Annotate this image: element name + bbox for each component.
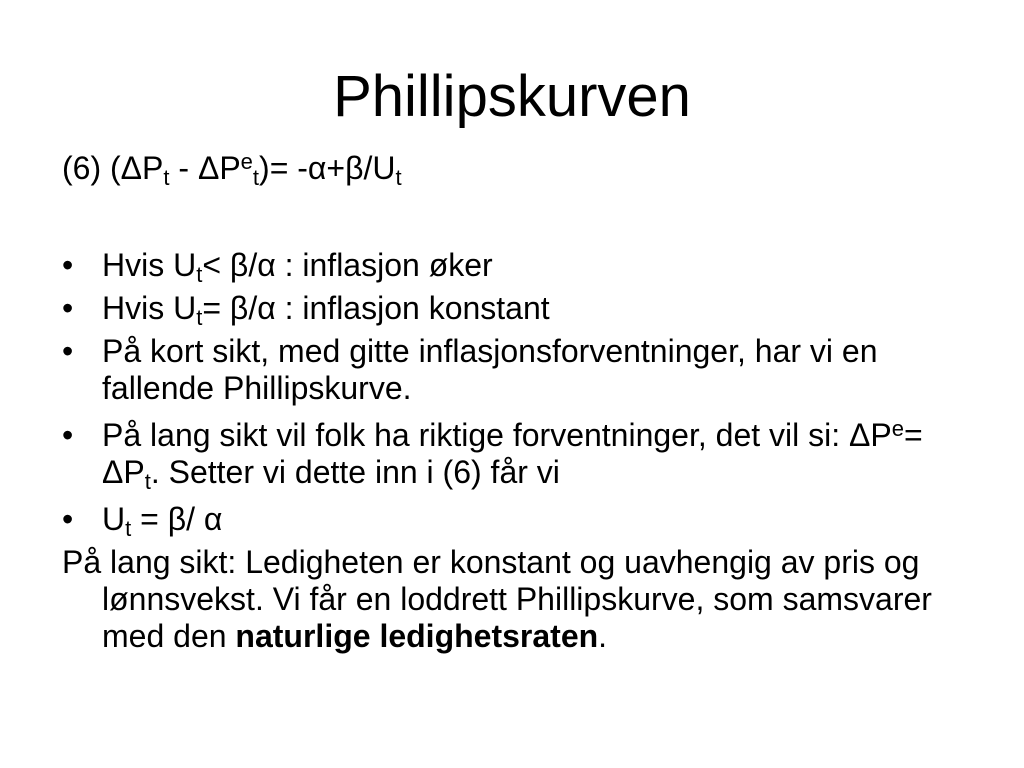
bullet-icon: • [62,247,74,283]
spacer [62,187,962,247]
bullet-item [62,333,962,407]
bullet-icon: • [62,333,74,369]
bullet-text: På lang sikt vil folk ha riktige forventninger, det vil si: ΔP [102,417,892,453]
equation-subscript: t [163,165,170,190]
bullet-icon: • [62,417,74,453]
bullet-icon: • [62,290,74,326]
bullet-text: Hvis U [102,247,197,283]
conclusion-emphasis: naturlige ledighetsraten [235,618,599,654]
bullet-item [62,416,962,494]
bullet-text: < β/α : inflasjon øker [202,247,493,283]
equation-subscript: t [252,165,260,190]
bullet-subscript: t [196,262,203,287]
bullet-text: = β/α : inflasjon konstant [202,290,550,326]
bullet-text: U [102,501,126,537]
bullet-text: = β/ α [131,501,223,537]
conclusion-text: På lang sikt: Ledigheten er konstant og uavhengig av pris og lønnsvekst. Vi får en loddrett Phillipskurve, som samsvarer med den [62,544,932,654]
bullet-text: På kort sikt, med gitte inflasjonsforventninger, har vi en fallende Phillipskurve. [102,333,878,406]
equation-part: (6) (ΔP [62,150,164,186]
bullet-text: . Setter vi dette inn i (6) får vi [150,454,560,490]
bullet-subscript: t [144,469,151,494]
bullet-text: Hvis U [102,290,197,326]
conclusion-end: . [598,618,608,654]
bullet-superscript: e [891,416,904,441]
slide-body [62,150,962,655]
bullet-subscript: t [196,305,203,330]
bullet-item [62,501,962,541]
equation-line [62,149,962,190]
conclusion-paragraph [62,544,962,655]
equation-part: )= -α+β/U [259,150,396,186]
bullet-list [62,247,962,541]
bullet-subscript: t [125,516,132,541]
bullet-text: = ΔP [102,417,923,490]
equation-subscript: t [395,165,402,190]
bullet-icon: • [62,501,74,537]
bullet-item [62,290,962,330]
slide-title: Phillipskurven [333,64,691,129]
bullet-item [62,247,962,287]
equation-superscript: e [240,149,253,174]
equation-part: - ΔP [169,150,241,186]
